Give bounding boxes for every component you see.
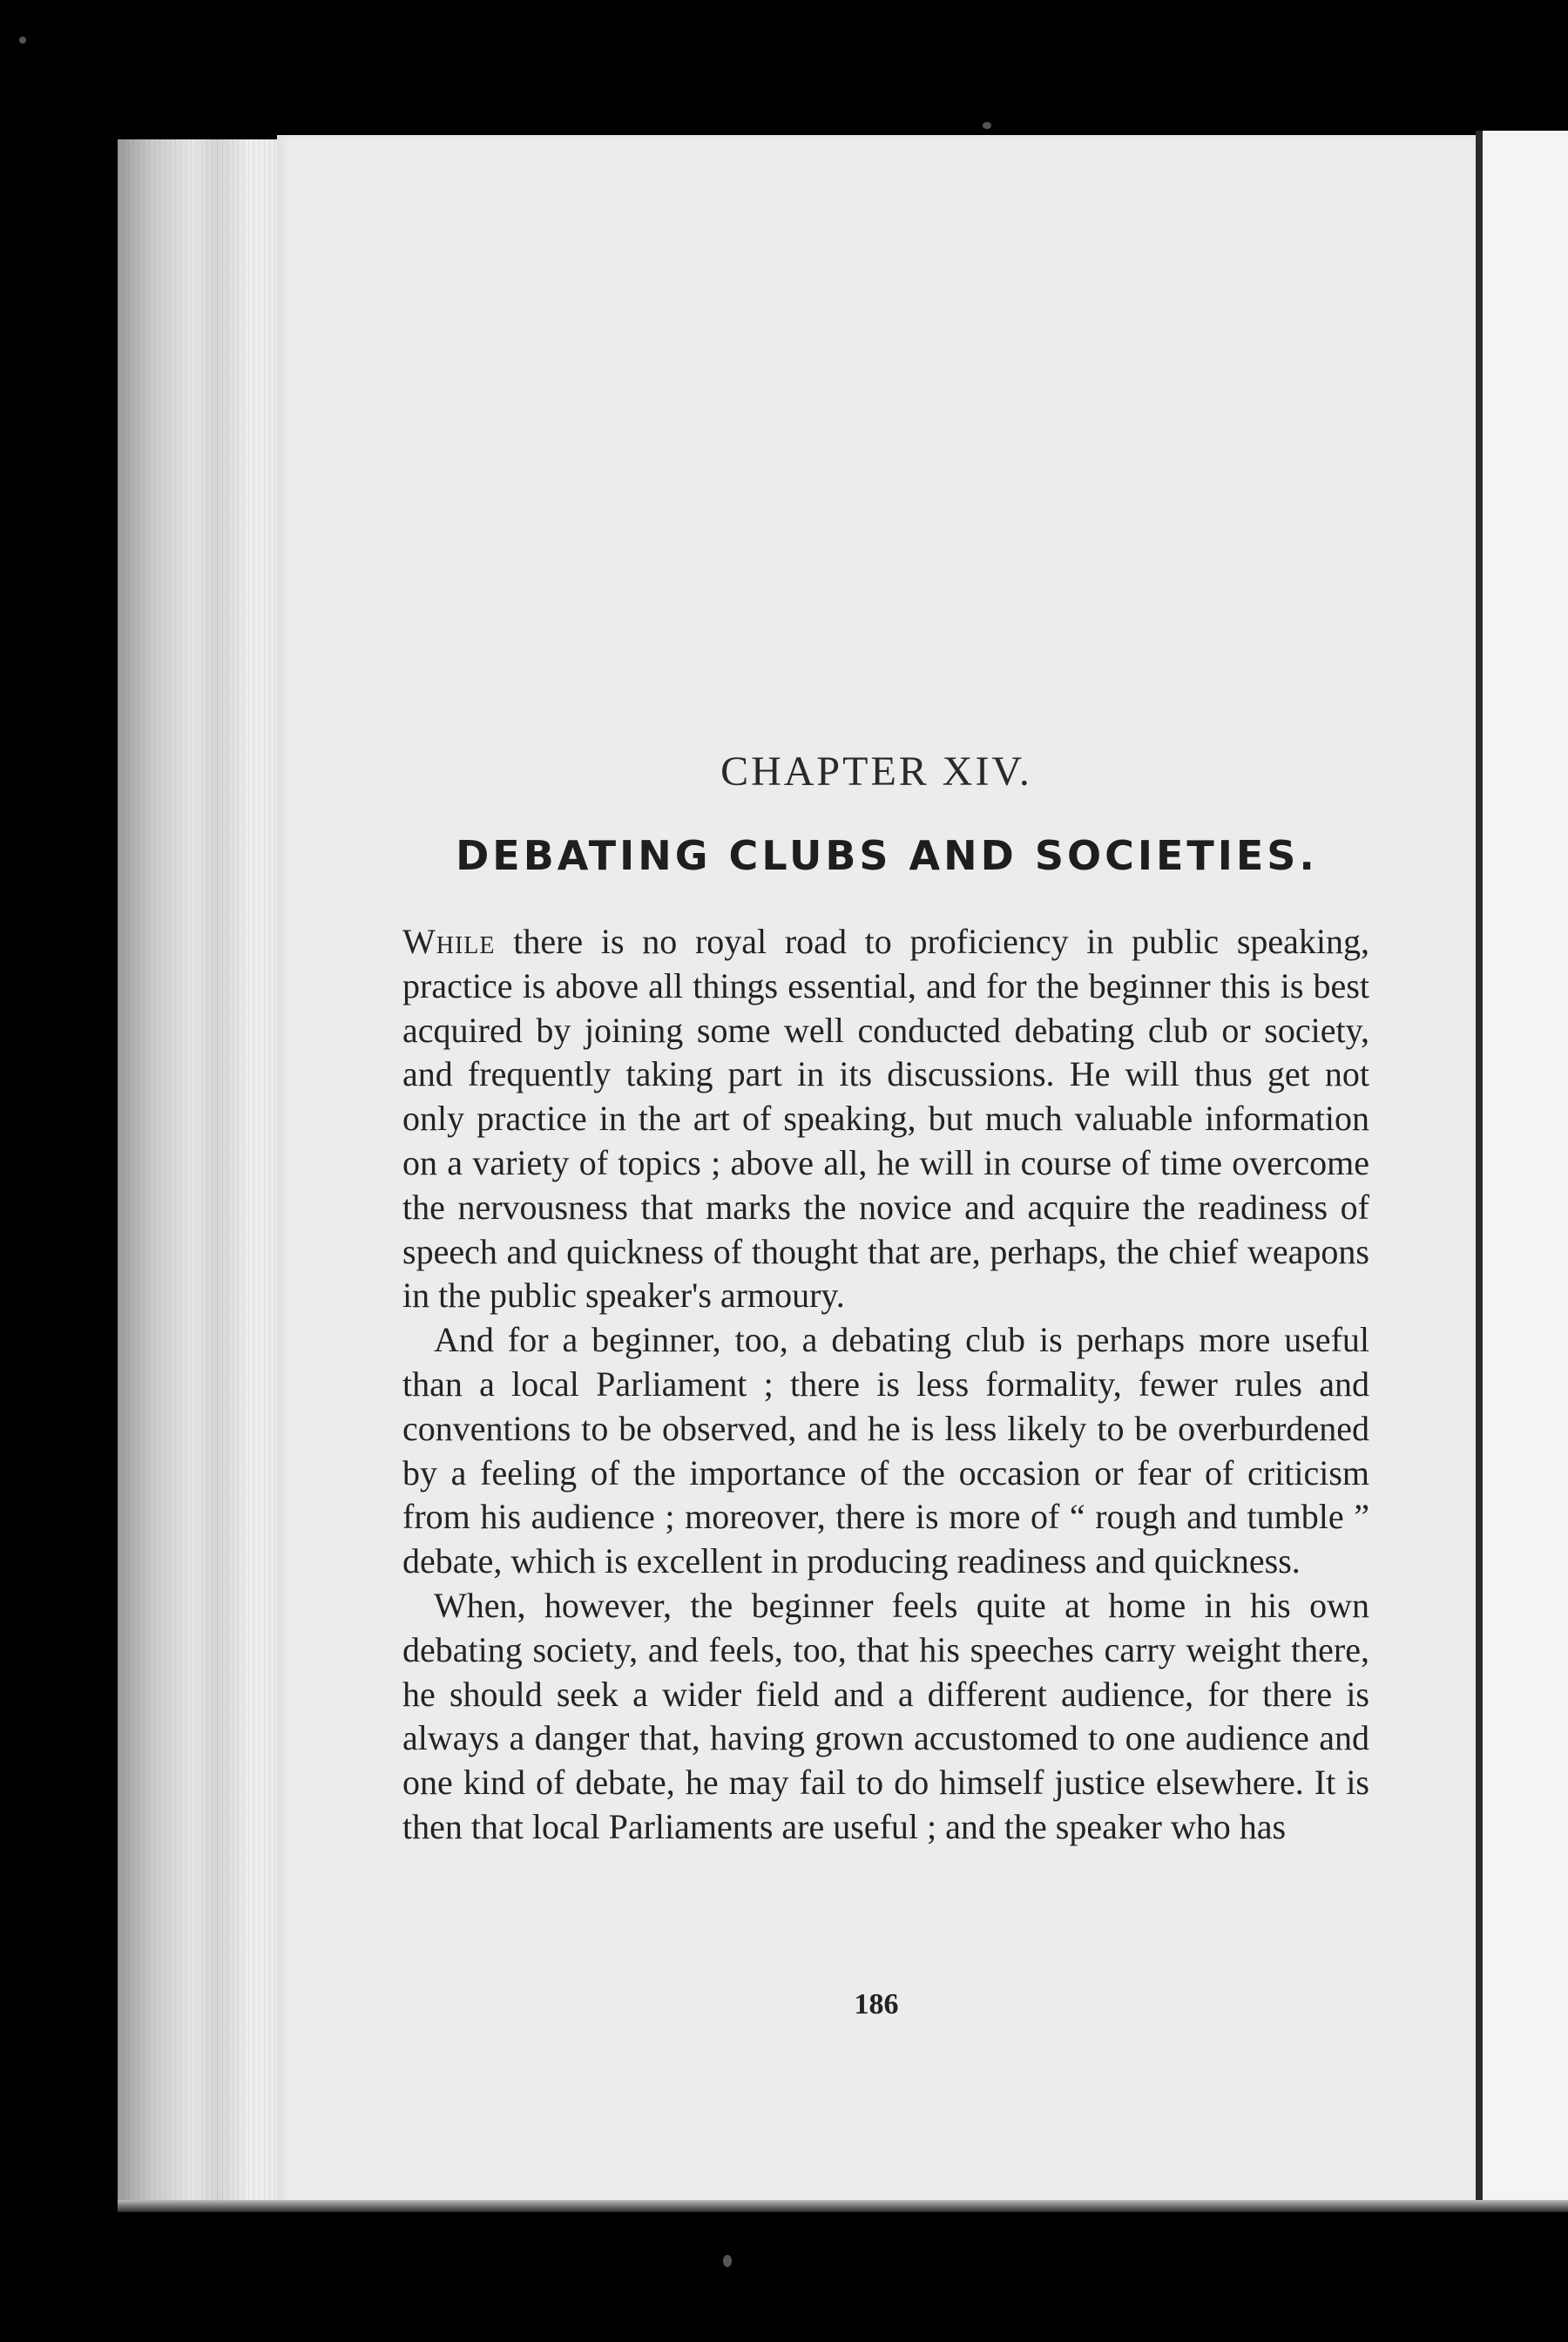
facing-page-edge <box>1476 131 1568 2204</box>
chapter-title: DEBATING CLUBS AND SOCIETIES. <box>456 832 1318 879</box>
paragraph-1 <box>402 920 1369 1318</box>
chapter-number: CHAPTER XIV. <box>720 748 1032 795</box>
dust-speck <box>983 122 991 129</box>
paragraph-2: And for a beginner, too, a debating club is perhaps more useful than a local Parliament ; there is less formality, fewer rules and conventions to be observed, and he is less likely to be overburdened by a feeling of the importance of the occasion or fear of criticism from his audience ; moreover, there is more of “ rough and tumble ” debate, which is excellent in producing readiness and quickness. <box>402 1320 1369 1581</box>
paragraph-3: When, however, the beginner feels quite at home in his own debating society, and feels, too, that his speeches carry weight there, he should seek a wider field and a different audience, for there is always a danger that, having grown accustomed to one audience and one kind of debate, he may fail to do himself justice elsewhere. It is then that local Parliaments are useful ; and the speaker who has <box>402 1585 1369 1846</box>
dust-speck <box>19 37 26 44</box>
page-bottom-shadow <box>118 2200 1568 2212</box>
paragraph-1-text: there is no royal road to proficiency in public speaking, practice is above all things essential, and for the beginner this is best acquired by joining some well conducted debating club or society, and frequently taking part in its discussions. He will thus get not only practice in the art of speaking, but much valuable information on a variety of topics ; above all, he will in course of time overcome the nervousness that marks the novice and acquire the readiness of speech and quickness of thought that are, perhaps, the chief weapons in the public speaker's armoury. <box>402 922 1369 1316</box>
page-edges <box>118 139 283 2204</box>
page-number: 186 <box>854 1988 899 2020</box>
dust-speck <box>723 2255 732 2267</box>
body-text <box>402 920 1369 1850</box>
paragraph-1-first-word: While <box>402 922 496 961</box>
